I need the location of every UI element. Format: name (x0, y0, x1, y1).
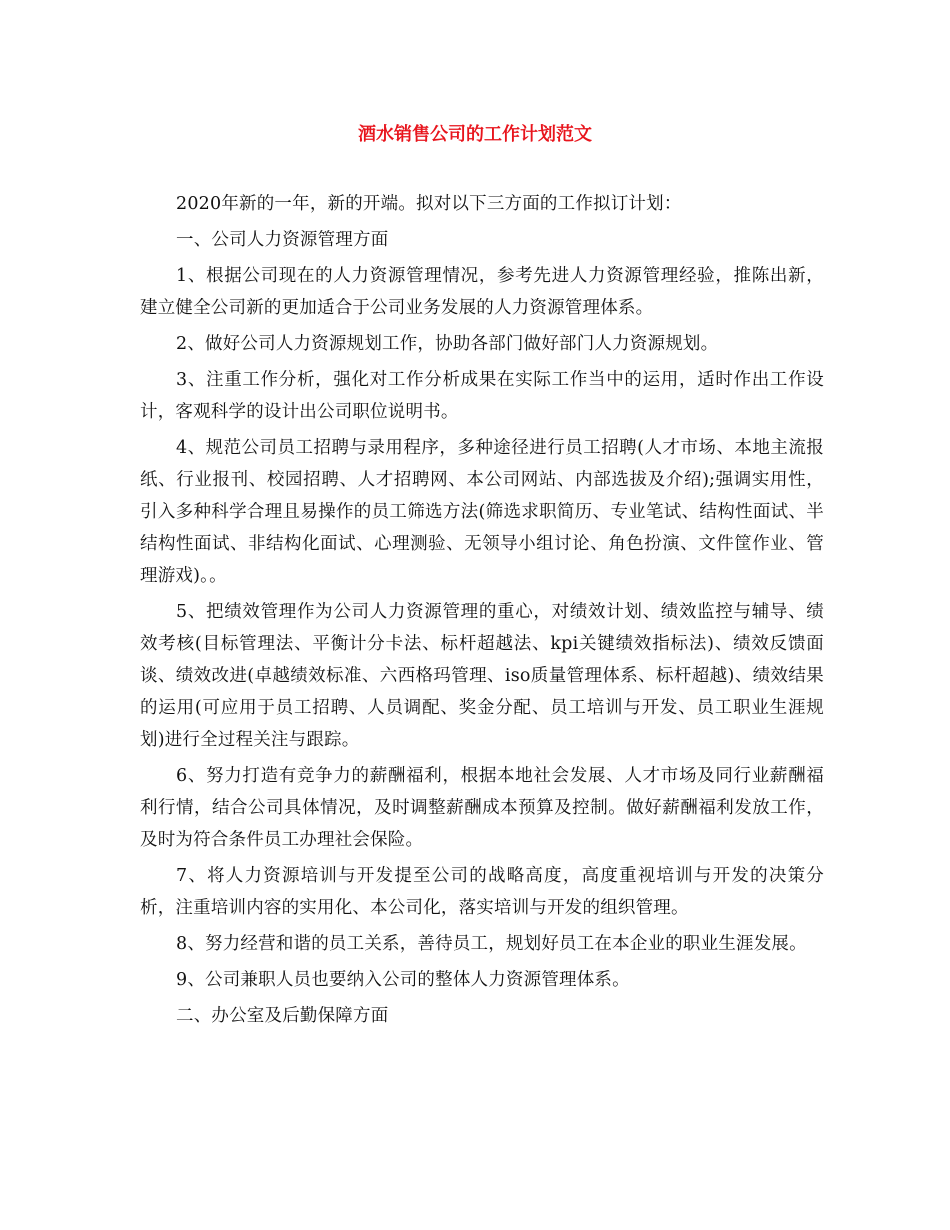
section-heading-hr: 一、公司人力资源管理方面 (176, 230, 389, 250)
paragraph-intro: 2020年新的一年，新的开端。拟对以下三方面的工作拟订计划： (176, 194, 682, 214)
paragraph-item-7: 7、将人力资源培训与开发提至公司的战略高度，高度重视培训与开发的决策分析，注重培训内容的实用化、本公司化，落实培训与开发的组织管理。 (140, 866, 824, 918)
paragraph-item-1: 1、根据公司现在的人力资源管理情况，参考先进人力资源管理经验，推陈出新，建立健全公司新的更加适合于公司业务发展的人力资源管理体系。 (140, 266, 824, 318)
paragraph-item-2: 2、做好公司人力资源规划工作，协助各部门做好部门人力资源规划。 (176, 334, 719, 354)
paragraph-item-4: 4、规范公司员工招聘与录用程序，多种途径进行员工招聘(人才市场、本地主流报纸、行业报刊、校园招聘、人才招聘网、本公司网站、内部选拔及介绍);强调实用性，引入多种科学合理且易操作的员工筛选方法(筛选求职简历、专业笔试、结构性面试、半结构性面试、非结构化面试、心理测验、无领导小组讨论、角色扮演、文件筐作业、管理游戏)。。 (140, 438, 824, 586)
paragraph-item-3: 3、注重工作分析，强化对工作分析成果在实际工作当中的运用，适时作出工作设计，客观科学的设计出公司职位说明书。 (140, 370, 824, 422)
paragraph-item-8: 8、努力经营和谐的员工关系，善待员工，规划好员工在本企业的职业生涯发展。 (176, 934, 807, 954)
paragraph-item-9: 9、公司兼职人员也要纳入公司的整体人力资源管理体系。 (176, 970, 630, 990)
section-heading-office: 二、办公室及后勤保障方面 (176, 1006, 389, 1026)
document-title: 酒水销售公司的工作计划范文 (358, 124, 592, 145)
paragraph-item-5: 5、把绩效管理作为公司人力资源管理的重心，对绩效计划、绩效监控与辅导、绩效考核(目标管理法、平衡计分卡法、标杆超越法、kpi关键绩效指标法)、绩效反馈面谈、绩效改进(卓越绩效标准、六西格玛管理、iso质量管理体系、标杆超越)、绩效结果的运用(可应用于员工招聘、人员调配、奖金分配、员工培训与开发、员工职业生涯规划)进行全过程关注与跟踪。 (140, 602, 824, 750)
paragraph-item-6: 6、努力打造有竞争力的薪酬福利，根据本地社会发展、人才市场及同行业薪酬福利行情，结合公司具体情况，及时调整薪酬成本预算及控制。做好薪酬福利发放工作，及时为符合条件员工办理社会保险。 (140, 766, 824, 850)
document-body (140, 188, 824, 1036)
